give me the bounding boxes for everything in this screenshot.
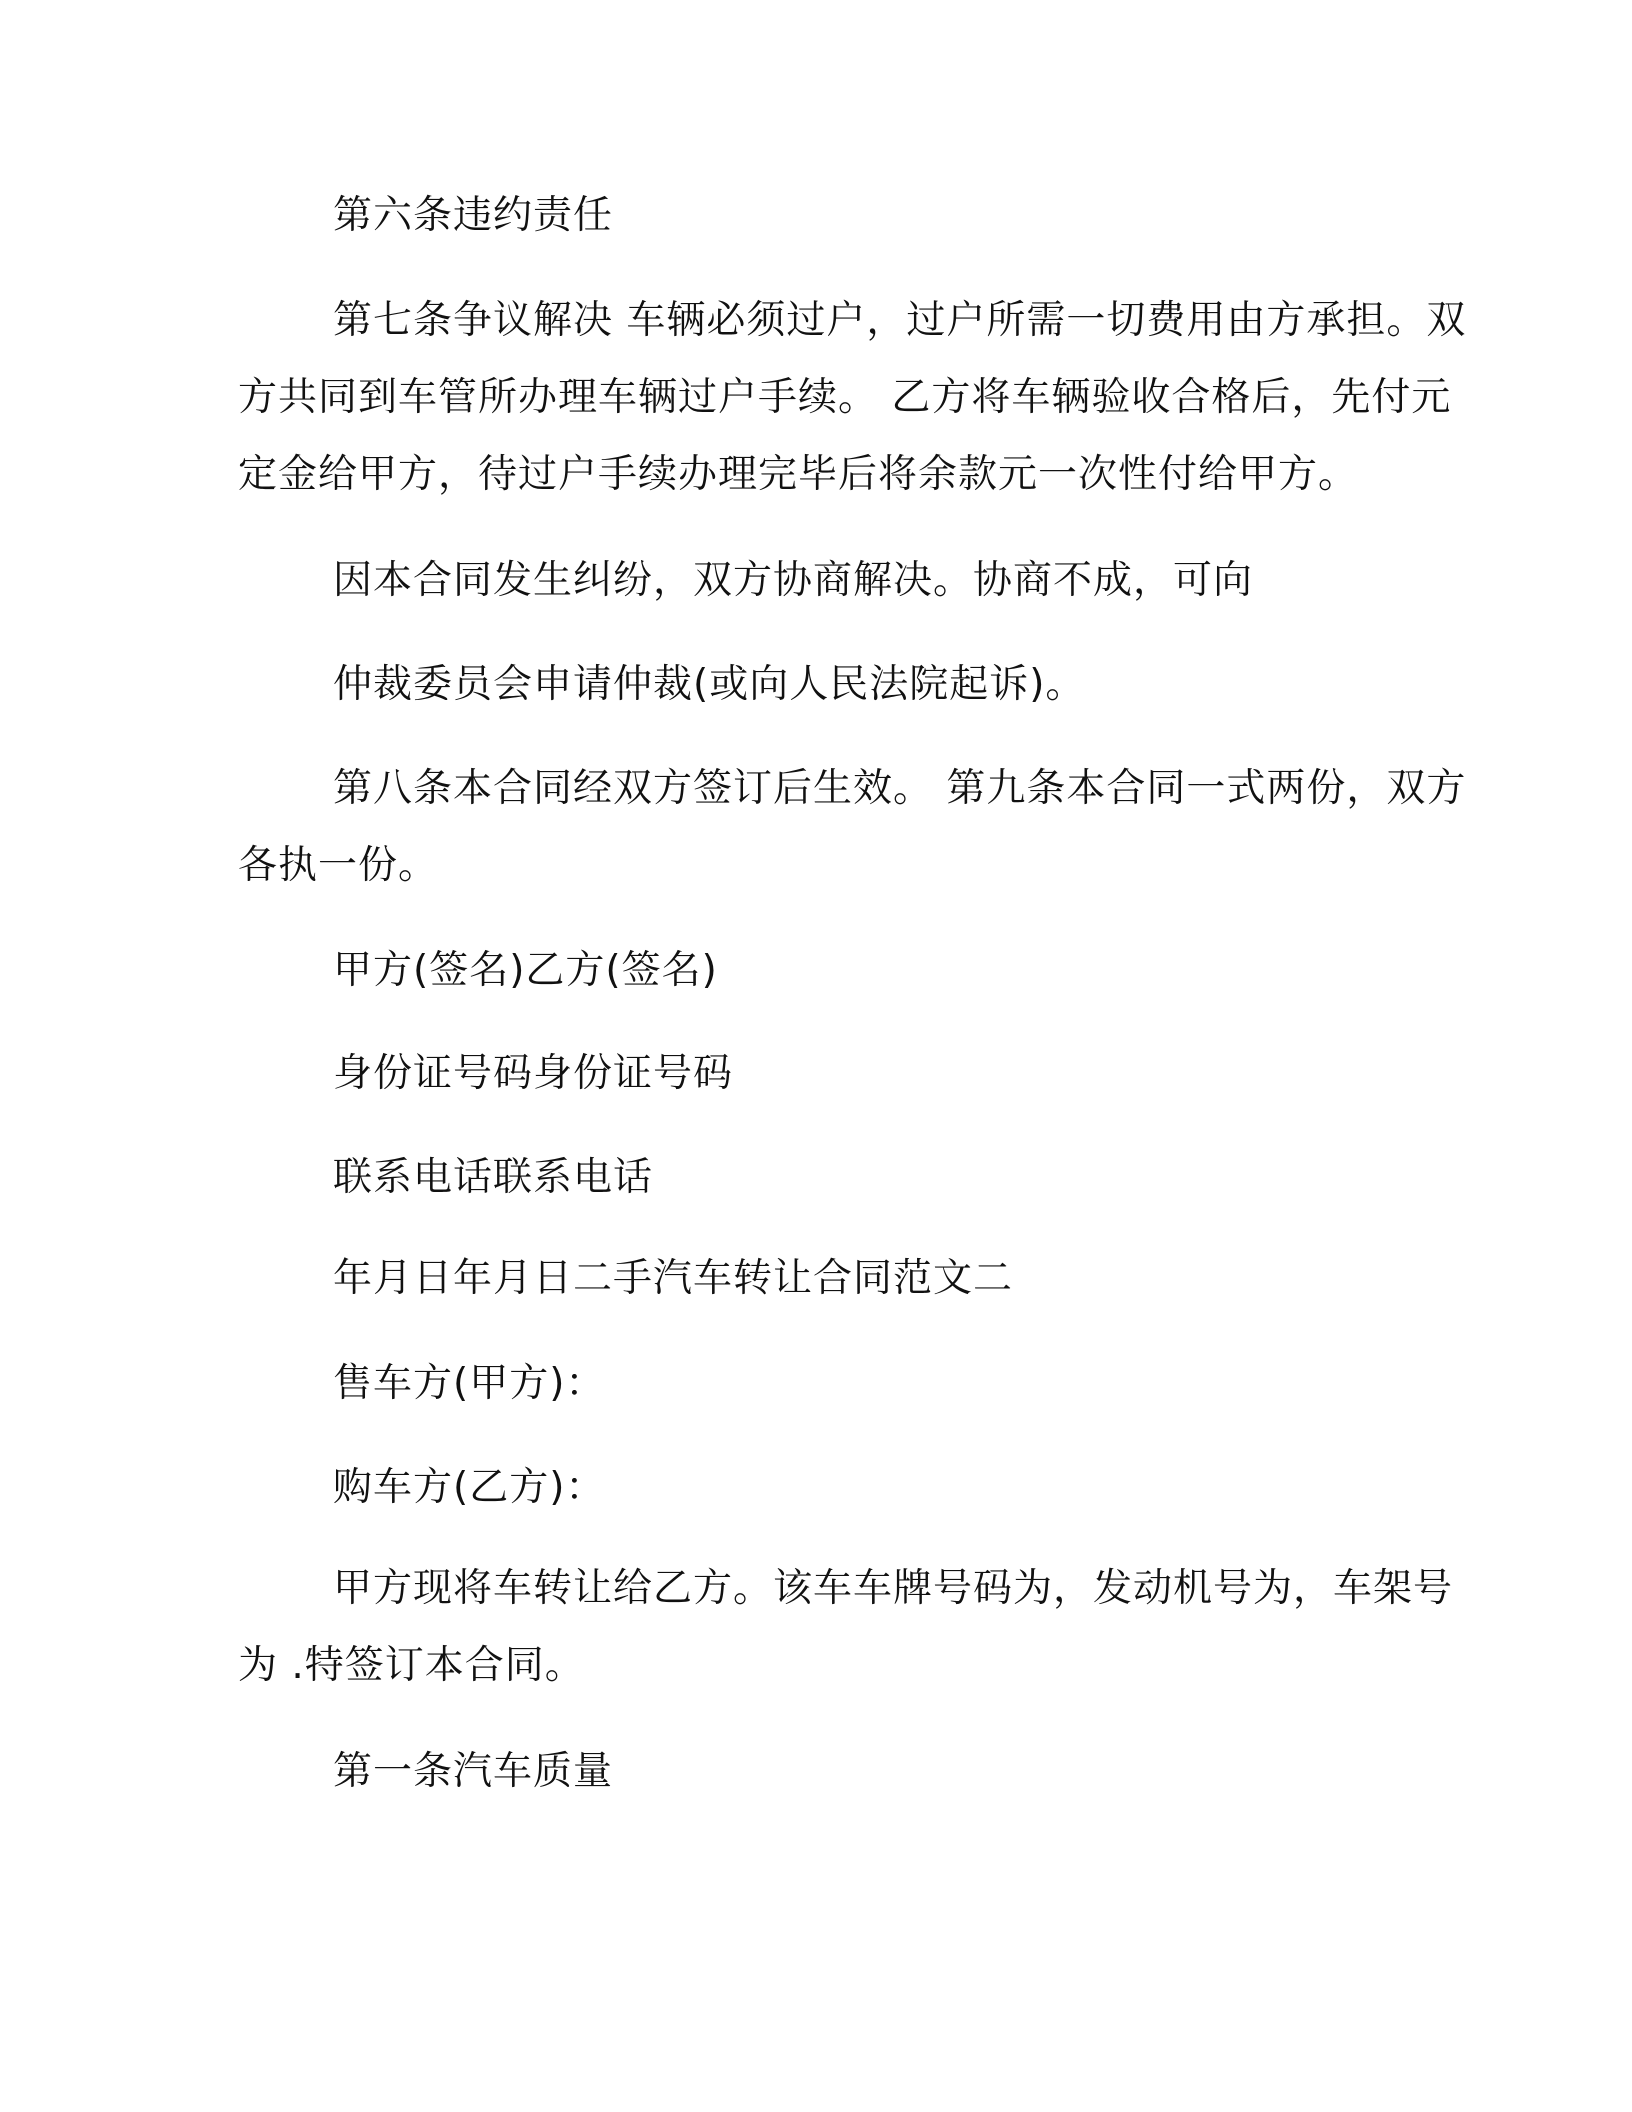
paragraph-id-numbers — [238, 1035, 1398, 1112]
text-line: 甲方(签名)乙方(签名) — [333, 948, 718, 993]
paragraph-phone-numbers — [238, 1139, 1398, 1216]
paragraph-buyer — [238, 1449, 1398, 1526]
text-line: 第六条违约责任 — [333, 193, 614, 238]
paragraph-articles-8-9 — [238, 750, 1467, 904]
text-line: 第七条争议解决 车辆必须过户，过户所需一切费用由方承担。双 — [333, 298, 1467, 343]
paragraph-vehicle-transfer — [238, 1550, 1454, 1704]
text-line: 身份证号码身份证号码 — [333, 1051, 734, 1096]
text-line: 第八条本合同经双方签订后生效。 第九条本合同一式两份，双方 — [333, 766, 1467, 811]
text-line: 年月日年月日二手汽车转让合同范文二 — [333, 1256, 1014, 1301]
paragraph-article-6-heading — [238, 177, 1398, 254]
paragraph-dispute-resolution — [238, 542, 1398, 619]
paragraph-article-7 — [238, 282, 1467, 513]
paragraph-signatures — [238, 932, 1398, 1009]
text-line: 联系电话联系电话 — [333, 1155, 654, 1200]
text-line: 定金给甲方，待过户手续办理完毕后将余款元一次性付给甲方。 — [238, 452, 1359, 497]
paragraph-dates-and-title — [238, 1240, 1398, 1317]
text-line: 方共同到车管所办理车辆过户手续。 乙方将车辆验收合格后，先付元 — [238, 375, 1452, 420]
text-line: 第一条汽车质量 — [333, 1749, 614, 1794]
text-line: 各执一份。 — [238, 843, 439, 888]
paragraph-seller — [238, 1345, 1398, 1422]
paragraph-article-1-heading — [238, 1733, 1398, 1810]
text-line: 为 .特签订本合同。 — [238, 1643, 585, 1688]
text-line: 购车方(乙方)： — [333, 1465, 606, 1510]
paragraph-arbitration — [238, 646, 1398, 723]
text-line: 售车方(甲方)： — [333, 1361, 606, 1406]
text-line: 甲方现将车转让给乙方。该车车牌号码为，发动机号为，车架号 — [333, 1566, 1454, 1611]
text-line: 仲裁委员会申请仲裁(或向人民法院起诉)。 — [333, 662, 1086, 707]
text-line: 因本合同发生纠纷，双方协商解决。协商不成，可向 — [333, 558, 1254, 603]
